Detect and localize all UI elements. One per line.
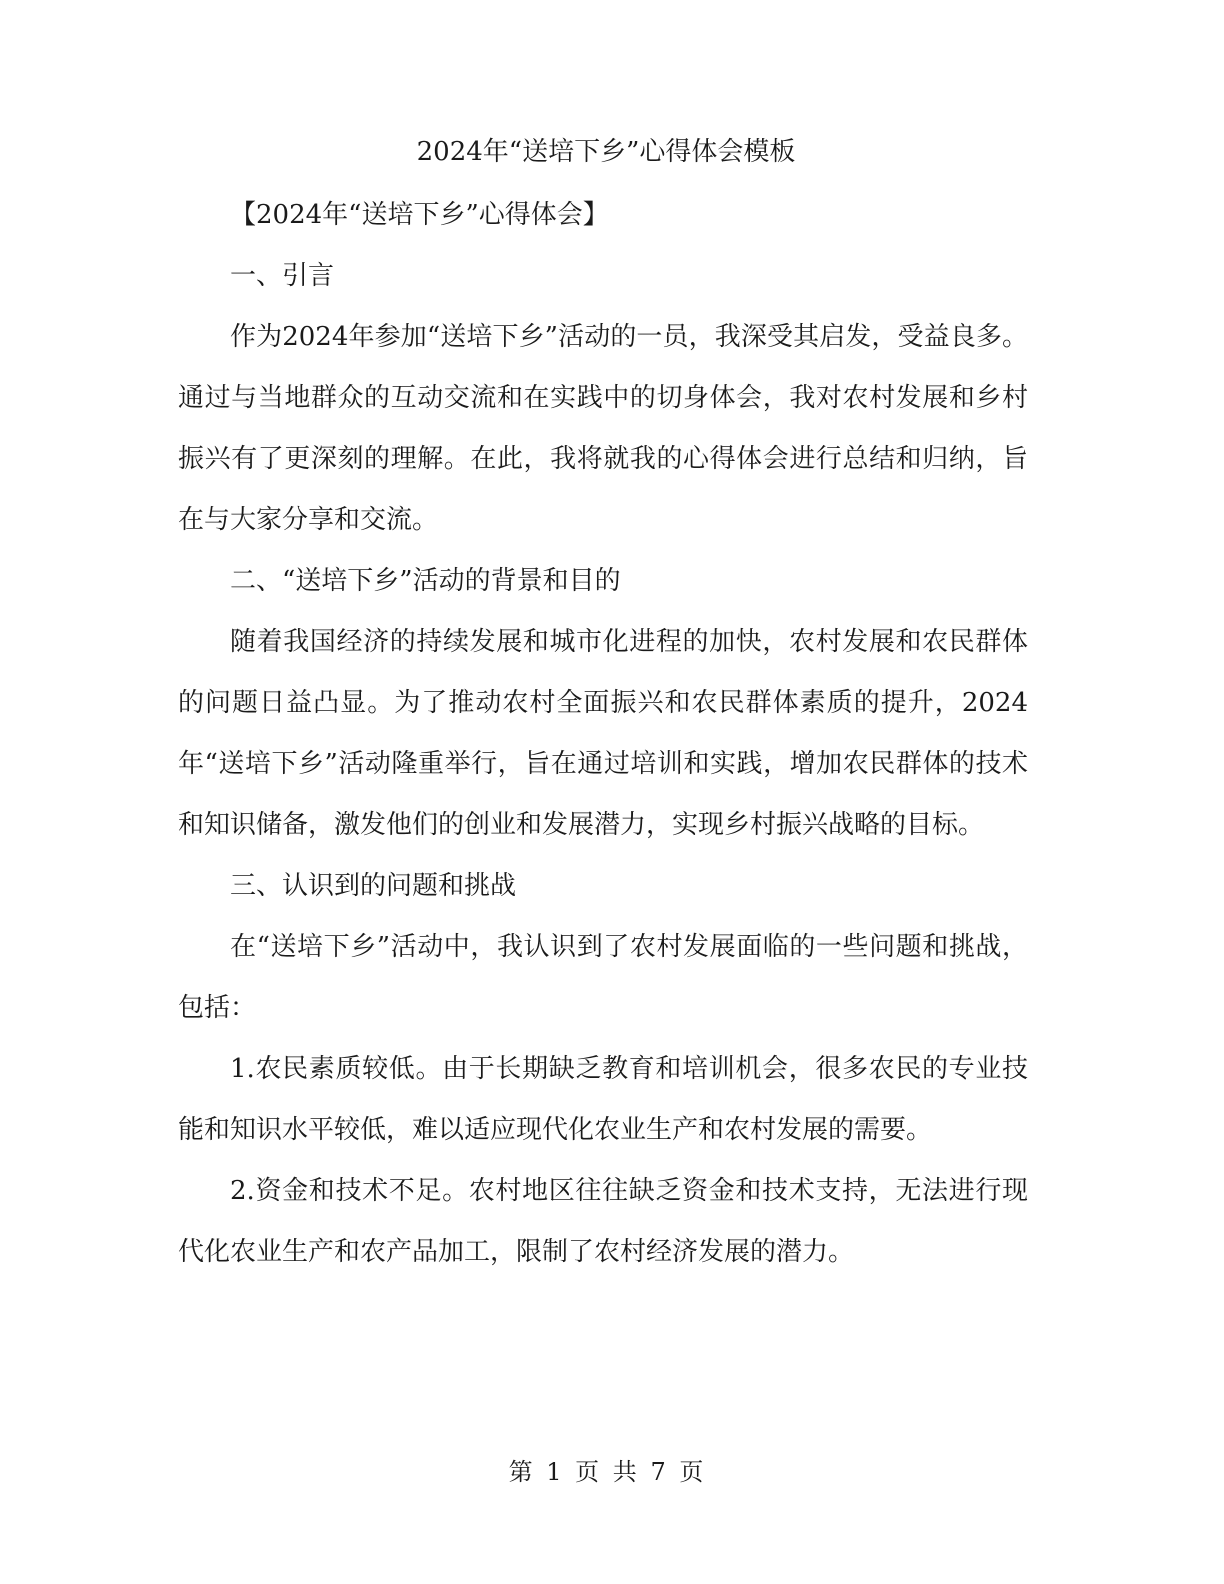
heading-introduction: 一、引言	[230, 261, 335, 291]
heading-problems: 三、认识到的问题和挑战	[230, 871, 517, 901]
section-header: 【2024年“送培下乡”心得体会】	[230, 200, 609, 230]
paragraph-introduction: 作为2024年参加“送培下乡”活动的一员，我深受其启发，受益良多。通过与当地群众的互动交流和在实践中的切身体会，我对农村发展和乡村振兴有了更深刻的理解。在此，我将就我的心得体会进行总结和归纳，旨在与大家分享和交流。	[178, 322, 1028, 535]
page-number-footer: 第 1 页 共 7 页	[508, 1458, 704, 1486]
document-title: 2024年“送培下乡”心得体会模板	[416, 137, 796, 167]
paragraph-problems-intro: 在“送培下乡”活动中，我认识到了农村发展面临的一些问题和挑战，包括：	[178, 932, 1028, 1023]
list-item-2: 2.资金和技术不足。农村地区往往缺乏资金和技术支持，无法进行现代化农业生产和农产品加工，限制了农村经济发展的潜力。	[178, 1176, 1028, 1267]
list-item-1: 1.农民素质较低。由于长期缺乏教育和培训机会，很多农民的专业技能和知识水平较低，难以适应现代化农业生产和农村发展的需要。	[178, 1054, 1028, 1145]
paragraph-background: 随着我国经济的持续发展和城市化进程的加快，农村发展和农民群体的问题日益凸显。为了推动农村全面振兴和农民群体素质的提升，2024年“送培下乡”活动隆重举行，旨在通过培训和实践，增加农民群体的技术和知识储备，激发他们的创业和发展潜力，实现乡村振兴战略的目标。	[178, 627, 1028, 840]
document-body	[178, 185, 1028, 1283]
heading-background: 二、“送培下乡”活动的背景和目的	[230, 566, 621, 596]
